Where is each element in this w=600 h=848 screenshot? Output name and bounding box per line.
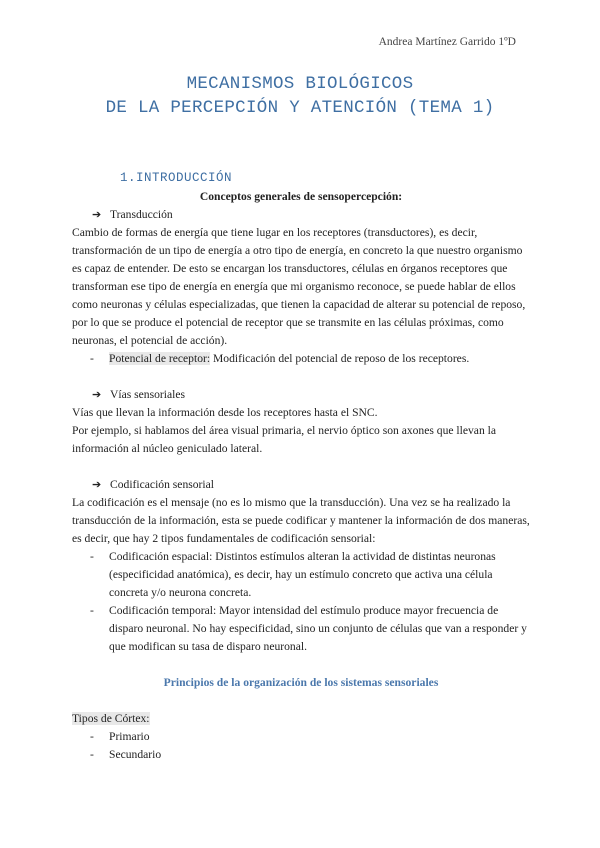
arrow-bullet-icon: ➔ [92, 389, 102, 401]
subheading-conceptos: Conceptos generales de sensopercepción: [199, 190, 403, 203]
bullet-codificacion [72, 476, 530, 494]
dash-mark: - [90, 550, 94, 563]
list-item-text: Codificación temporal: Mayor intensidad del estímulo produce mayor frecuencia de disparo neuronal. No hay especificidad, sino un conjunto de células que van a responder y que modifican su tasa de disparo neuronal. [109, 604, 527, 653]
paragraph-vias-1: Vías que llevan la información desde los receptores hasta el SNC. [72, 406, 378, 419]
dash-mark: - [90, 730, 94, 743]
document-body [72, 188, 530, 764]
document-title [0, 72, 600, 120]
list-item-text: Primario [109, 730, 150, 743]
dash-mark: - [90, 604, 94, 617]
list-item-text: Modificación del potencial de reposo de los receptores. [210, 352, 470, 365]
section-heading-introduccion: 1.INTRODUCCIÓN [120, 171, 233, 185]
cortex-label-line [72, 710, 530, 728]
bullet-vias [72, 386, 530, 404]
list-item-potencial [72, 350, 530, 368]
dash-mark: - [90, 748, 94, 761]
cortex-label: Tipos de Córtex: [72, 712, 150, 725]
paragraph-vias-2: Por ejemplo, si hablamos del área visual primaria, el nervio óptico son axones que llevan la información al núcleo geniculado lateral. [72, 424, 497, 455]
bullet-transduccion [72, 206, 530, 224]
list-item-secundario [72, 746, 530, 764]
list-item-text: Codificación espacial: Distintos estímulos alteran la actividad de distintas neuronas (especificidad anatómica), es decir, hay un estímulo concreto que activa una célula concreta y/o neurona concreta. [109, 550, 496, 599]
bullet-label: Vías sensoriales [110, 388, 186, 401]
title-line-2: DE LA PERCEPCIÓN Y ATENCIÓN (TEMA 1) [105, 98, 495, 118]
list-item-espacial [72, 548, 530, 602]
subheading-principios: Principios de la organización de los sistemas sensoriales [163, 676, 439, 689]
title-line-1: MECANISMOS BIOLÓGICOS [186, 74, 414, 94]
paragraph-codificacion: La codificación es el mensaje (no es lo mismo que la transducción). Una vez se ha realizado la transducción de la información, esta se puede codificar y mantener la información de dos maneras, es decir, que hay 2 tipos fundamentales de codificación sensorial: [72, 496, 530, 545]
arrow-bullet-icon: ➔ [92, 209, 102, 221]
bullet-label: Codificación sensorial [110, 478, 214, 491]
list-item-primario [72, 728, 530, 746]
list-item-temporal [72, 602, 530, 656]
highlighted-term: Potencial de receptor: [109, 352, 211, 365]
dash-mark: - [90, 352, 94, 365]
bullet-label: Transducción [110, 208, 173, 221]
paragraph-transduccion: Cambio de formas de energía que tiene lugar en los receptores (transductores), es decir, transformación de un tipo de energía a otro tipo de energía, en concreto la que nuestro organismo es capaz de entender. De esto se encargan los transductores, células en órganos receptores que transforman ese tipo de energía en energía que mi organismo reconoce, se puede hablar de ellos como neuronas y células especializadas, que tienen la capacidad de alterar su potencial de reposo, por lo que se produce el potencial de receptor que se transmite en las células próximas, como neuronas, el potencial de acción). [72, 226, 526, 347]
author-header: Andrea Martínez Garrido 1ºD [378, 36, 516, 48]
list-item-text: Secundario [109, 748, 162, 761]
arrow-bullet-icon: ➔ [92, 479, 102, 491]
